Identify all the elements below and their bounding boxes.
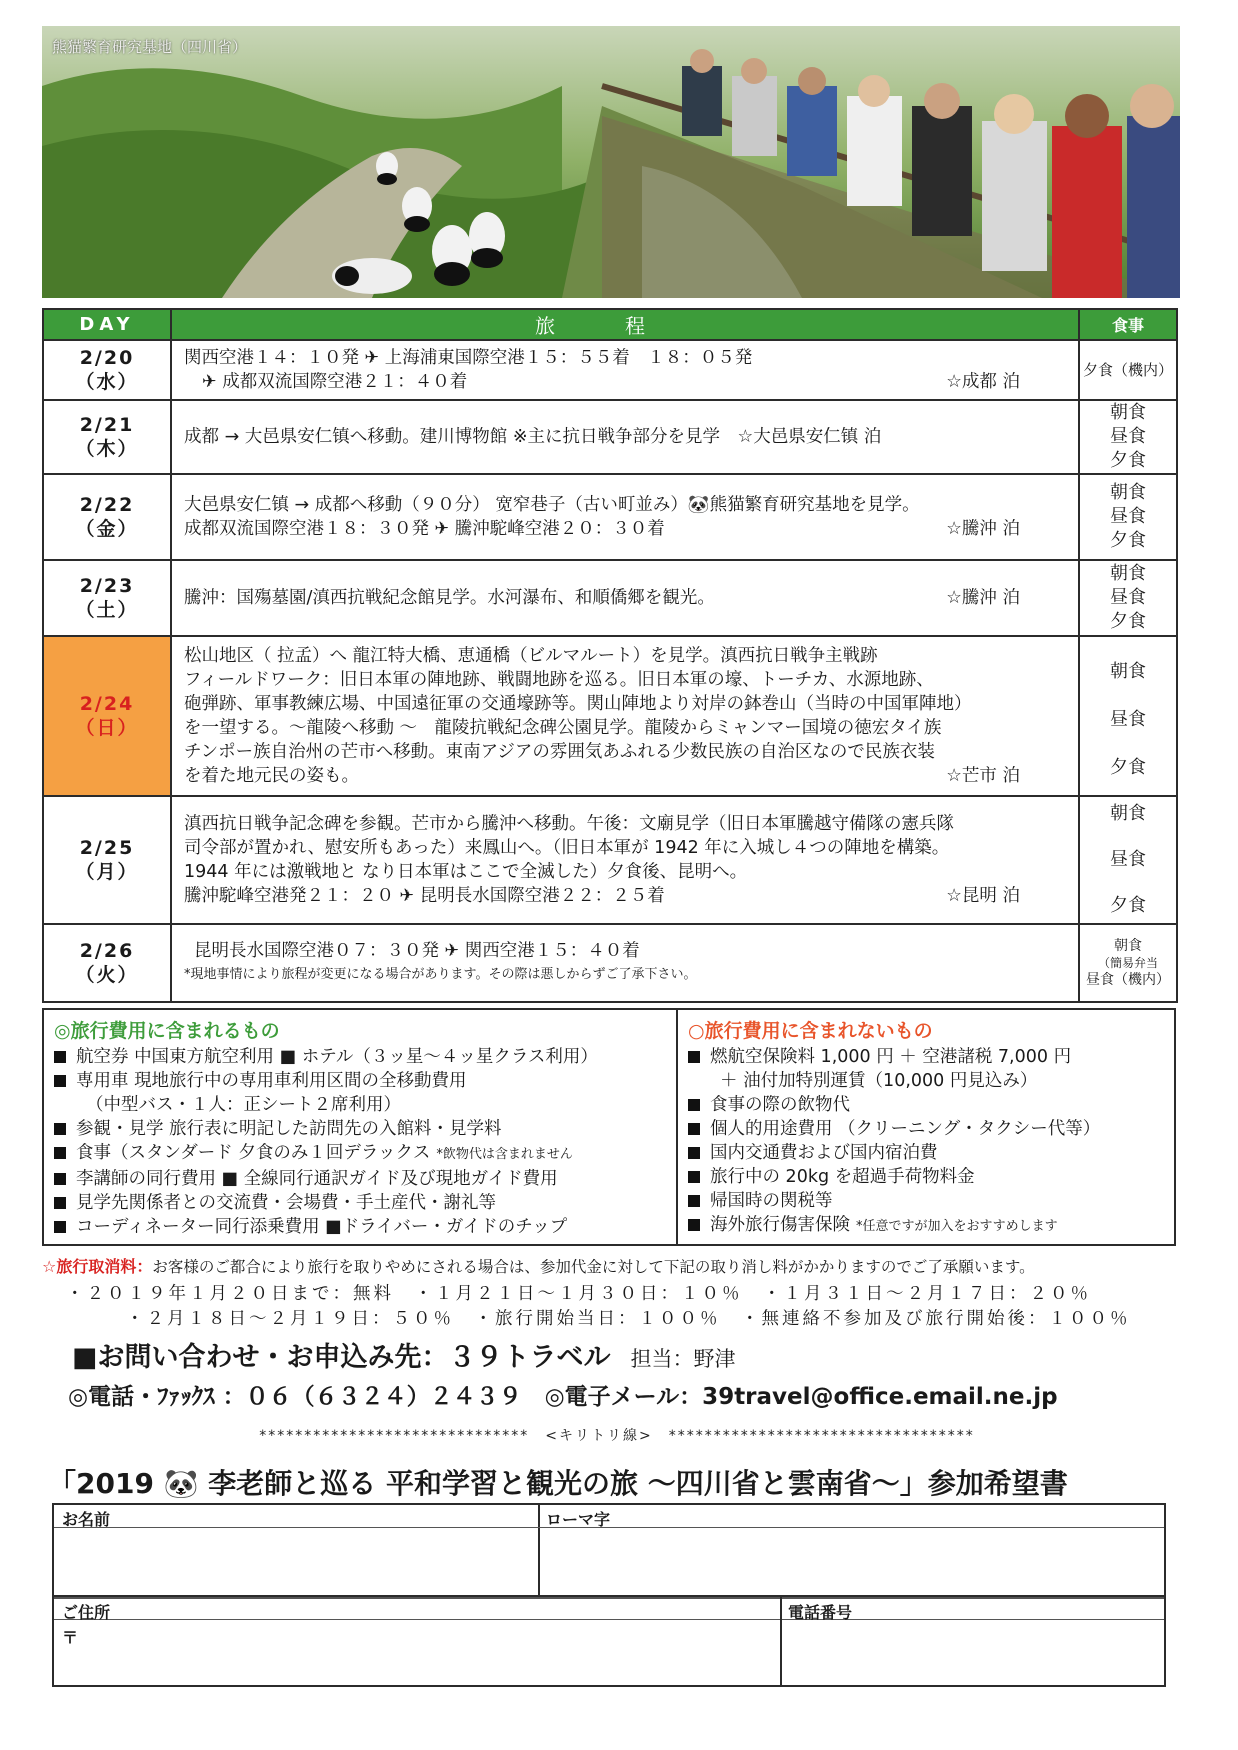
itinerary-table	[42, 308, 1178, 1003]
header-day: DAY	[43, 309, 171, 340]
meal: 夕食	[1110, 611, 1146, 632]
plan-line: ✈ 成都双流国際空港２１：４０着 ☆成都 泊	[202, 372, 1020, 392]
plan-line: 1944 年には激戦地と なり日本軍はここで全滅した）夕食後、昆明へ。	[184, 862, 748, 882]
divider	[538, 1505, 540, 1597]
contact-phone-email: ◎電話・ﾌｧｯｸｽ ：０６（６３２４）２４３９ ◎電子メール：39travel@office.email.ne.jp	[68, 1384, 1058, 1410]
meal: 昼食	[1110, 426, 1146, 447]
plan-note: *現地事情により旅程が変更になる場合があります。その際は悪しからずご了承下さい。	[184, 967, 697, 982]
excluded-costs	[678, 1010, 1174, 1244]
list-item: 食事（スタンダード 夕食のみ１回デラックス *飲物代は含まれません	[54, 1141, 676, 1167]
bullet-icon	[688, 1123, 700, 1135]
meal: 朝食	[1110, 563, 1146, 584]
plan-line: を着た地元民の姿も。 ☆芒市 泊	[184, 766, 1020, 786]
postal-mark: 〒	[62, 1628, 79, 1647]
meal: 昼食	[1110, 506, 1146, 527]
included-title: ◎旅行費用に含まれるもの	[54, 1020, 280, 1042]
photo-caption: 熊猫繁育研究基地（四川省）	[52, 38, 248, 56]
list-item: （中型バス・１人：正シート２席利用）	[86, 1095, 401, 1115]
bullet-icon	[54, 1051, 66, 1063]
meal: 朝食	[1114, 938, 1142, 954]
included-costs	[44, 1010, 678, 1244]
meal: 夕食（機内）	[1082, 361, 1173, 379]
bullet-icon	[54, 1123, 66, 1135]
table-header-row	[43, 309, 1177, 340]
bullet-icon	[54, 1221, 66, 1233]
list-item: 旅行中の 20kg を超過手荷物料金	[688, 1165, 1174, 1189]
bullet-icon	[54, 1173, 66, 1185]
list-item: 李講師の同行費用 ■ 全線同行通訳ガイド及び現地ガイド費用	[54, 1167, 676, 1191]
cancellation-notice	[42, 1254, 1202, 1277]
phone-field[interactable]	[788, 1623, 1158, 1683]
list-item: 帰国時の関税等	[688, 1189, 1174, 1213]
day-cell	[43, 796, 171, 924]
bullet-icon	[688, 1051, 700, 1063]
meal: 夕食	[1110, 450, 1146, 471]
header-plan: 旅程	[171, 309, 1079, 340]
contact-heading: ■お問い合わせ・お申込み先：３９トラベル 担当：野津	[72, 1342, 736, 1373]
meal: 朝食	[1110, 482, 1146, 503]
list-item: 見学先関係者との交流費・会場費・手土産代・謝礼等	[54, 1191, 676, 1215]
bullet-icon	[54, 1075, 66, 1087]
plan-cell	[171, 636, 1079, 796]
date: 2/20	[79, 347, 135, 369]
bullet-icon	[688, 1219, 700, 1231]
meal: （簡易弁当	[1097, 956, 1158, 970]
phone-label: 電話番号	[788, 1603, 853, 1622]
list-item: 航空券 中国東方航空利用 ■ ホテル（３ッ星～４ッ星クラス利用）	[54, 1045, 676, 1069]
divider	[54, 1619, 1164, 1620]
address-label: ご住所	[62, 1603, 111, 1622]
weekday: （火）	[75, 964, 139, 986]
plan-line: 騰沖駝峰空港発２１：２０ ✈ 昆明長水国際空港２２：２５着 ☆昆明 泊	[184, 886, 1020, 906]
application-form	[52, 1503, 1166, 1687]
cost-boxes	[42, 1008, 1176, 1246]
application-form-title: 「2019 🐼 李老師と巡る 平和学習と観光の旅 ～四川省と雲南省～」参加希望書	[48, 1467, 1068, 1500]
plan-line: 松山地区（ 拉孟）へ 龍江特大橋、恵通橋（ビルマルート）を見学。滇西抗日戦争主戦跡	[184, 646, 878, 666]
divider	[780, 1597, 782, 1687]
table-row	[43, 924, 1177, 1002]
meal: 朝食	[1110, 661, 1146, 682]
day-cell	[43, 340, 171, 400]
stay: ☆成都 泊	[946, 372, 1020, 392]
meals-cell	[1079, 924, 1177, 1002]
plan-cell	[171, 340, 1079, 400]
bullet-icon	[688, 1147, 700, 1159]
plan-line: 成都双流国際空港１８：３０発 ✈ 騰沖駝峰空港２０：３０着 ☆騰沖 泊	[184, 519, 1020, 539]
meals-cell	[1079, 636, 1177, 796]
meals-cell	[1079, 560, 1177, 636]
table-row	[43, 400, 1177, 474]
meals-cell	[1079, 796, 1177, 924]
excluded-title: ○旅行費用に含まれないもの	[688, 1020, 933, 1042]
list-item: コーディネーター同行添乗費用 ■ドライバー・ガイドのチップ	[54, 1215, 676, 1239]
list-item: 食事の際の飲物代	[688, 1093, 1174, 1117]
plan-line: 昆明長水国際空港０７：３０発 ✈ 関西空港１５：４０着	[194, 941, 640, 961]
contact-person: 担当：野津	[630, 1347, 736, 1371]
plan-line: 関西空港１４：１０発 ✈ 上海浦東国際空港１５：５５着 １８：０５発	[184, 348, 753, 368]
day-cell	[43, 400, 171, 474]
plan-line: フィールドワーク：旧日本軍の陣地跡、戦闘地跡を巡る。旧日本軍の壕、トーチカ、水源地跡、	[184, 670, 934, 690]
list-item: ＋ 油付加特別運賃（10,000 円見込み）	[720, 1071, 1038, 1091]
meal: 朝食	[1110, 402, 1146, 423]
cancellation-line-1: ・２０１９年１月２０日まで：無料 ・１月２１日～１月３０日：１０％ ・１月３１日～２月１７日：２０％	[66, 1284, 1091, 1304]
meal: 夕食	[1110, 530, 1146, 551]
meals-cell	[1079, 474, 1177, 560]
cancellation-line-2: ・２月１８日～２月１９日：５０％ ・旅行開始当日：１００％ ・無連絡不参加及び旅行開始後：１００％	[126, 1309, 1131, 1329]
plan-line: 大邑県安仁镇 → 成都へ移動（９０分） 宽窄巷子（古い町並み）🐼熊猫繁育研究基地を見学。	[184, 495, 920, 515]
stay: ☆芒市 泊	[946, 766, 1020, 786]
meal: 朝食	[1110, 803, 1146, 824]
panda-photo	[42, 26, 1180, 298]
weekday: （木）	[75, 438, 139, 460]
day-cell-highlight	[43, 636, 171, 796]
bullet-icon	[688, 1171, 700, 1183]
list-item: 海外旅行傷害保険 *任意ですが加入をおすすめします	[688, 1213, 1174, 1239]
divider	[54, 1597, 1164, 1599]
day-cell	[43, 560, 171, 636]
date: 2/21	[79, 414, 135, 436]
bullet-icon	[54, 1147, 66, 1159]
weekday: （金）	[75, 518, 139, 540]
plan-cell	[171, 560, 1079, 636]
meals-cell	[1079, 340, 1177, 400]
plan-cell	[171, 400, 1079, 474]
plan-cell	[171, 924, 1079, 1002]
address-field[interactable]	[84, 1623, 774, 1683]
plan-line: 司令部が置かれ、慰安所もあった）来鳳山へ。（旧日本軍が 1942 年に入城し４つの陣地を構築。	[184, 838, 950, 858]
plan-line: チンポー族自治州の芒市へ移動。東南アジアの雰囲気あふれる少数民族の自治区なので民族衣装	[184, 742, 935, 762]
plan-line: 滇西抗日戦争記念碑を参観。芒市から騰沖へ移動。午後：文廟見学（旧日本軍騰越守備隊の憲兵隊	[184, 814, 954, 834]
table-row	[43, 560, 1177, 636]
cut-line: ****************************** <キリトリ線> **********************************	[259, 1428, 975, 1444]
weekday: （日）	[75, 717, 139, 739]
stay: ☆騰沖 泊	[946, 519, 1020, 539]
bullet-icon	[54, 1197, 66, 1209]
weekday: （水）	[75, 371, 139, 393]
stay: ☆昆明 泊	[946, 886, 1020, 906]
cancellation-label: ☆旅行取消料：	[42, 1257, 153, 1276]
day-cell	[43, 924, 171, 1002]
date: 2/23	[79, 575, 135, 597]
day-cell	[43, 474, 171, 560]
included-list	[44, 1045, 676, 1239]
weekday: （月）	[75, 861, 139, 883]
romaji-field[interactable]	[546, 1531, 1156, 1591]
table-row-highlight	[43, 636, 1177, 796]
meal: 昼食	[1110, 587, 1146, 608]
plan-cell	[171, 796, 1079, 924]
list-item: 国内交通費および国内宿泊費	[688, 1141, 1174, 1165]
table-row	[43, 796, 1177, 924]
date: 2/24	[79, 693, 135, 715]
bullet-icon	[688, 1195, 700, 1207]
meal: 昼食	[1110, 849, 1146, 870]
weekday: （土）	[75, 599, 139, 621]
date: 2/25	[79, 837, 135, 859]
cancellation-text: お客様のご都合により旅行を取りやめにされる場合は、参加代金に対して下記の取り消し料がかかりますのでご了承願います。	[152, 1258, 1035, 1276]
list-item: 個人的用途費用 （クリーニング・タクシー代等）	[688, 1117, 1174, 1141]
excluded-list	[678, 1045, 1174, 1239]
date: 2/26	[79, 940, 135, 962]
list-item: 参観・見学 旅行表に明記した訪問先の入館料・見学料	[54, 1117, 676, 1141]
meal: 夕食	[1110, 895, 1146, 916]
plan-line: を一望する。～龍陵へ移動 ～ 龍陵抗戦紀念碑公園見学。龍陵からミャンマー国境の徳宏タイ族	[184, 718, 942, 738]
stay: ☆騰沖 泊	[946, 588, 1020, 608]
name-field[interactable]	[60, 1531, 532, 1591]
plan-cell	[171, 474, 1079, 560]
meal: 昼食	[1110, 709, 1146, 730]
meals-cell	[1079, 400, 1177, 474]
meal: 夕食	[1110, 757, 1146, 778]
table-row	[43, 474, 1177, 560]
plan-line: 騰沖：国殤墓園/滇西抗戦紀念館見学。水河瀑布、和順僑郷を観光。 ☆騰沖 泊	[184, 588, 1020, 608]
list-item: 専用車 現地旅行中の専用車利用区間の全移動費用	[54, 1069, 676, 1093]
plan-line: 砲弾跡、軍事教練広場、中国遠征軍の交通壕跡等。関山陣地より対岸の鉢巻山（当時の中国軍陣地）	[184, 694, 972, 714]
list-item: 燃航空保険料 1,000 円 ＋ 空港諸税 7,000 円	[688, 1045, 1174, 1069]
date: 2/22	[79, 494, 135, 516]
name-label: お名前	[62, 1510, 111, 1529]
meal: 昼食（機内）	[1086, 972, 1170, 988]
plan-line: 成都 → 大邑県安仁镇へ移動。建川博物館 ※主に抗日戦争部分を見学 ☆大邑県安仁镇 泊	[184, 427, 882, 447]
header-meals: 食事	[1079, 309, 1177, 340]
romaji-label: ローマ字	[546, 1510, 611, 1529]
table-row	[43, 340, 1177, 400]
bullet-icon	[688, 1099, 700, 1111]
